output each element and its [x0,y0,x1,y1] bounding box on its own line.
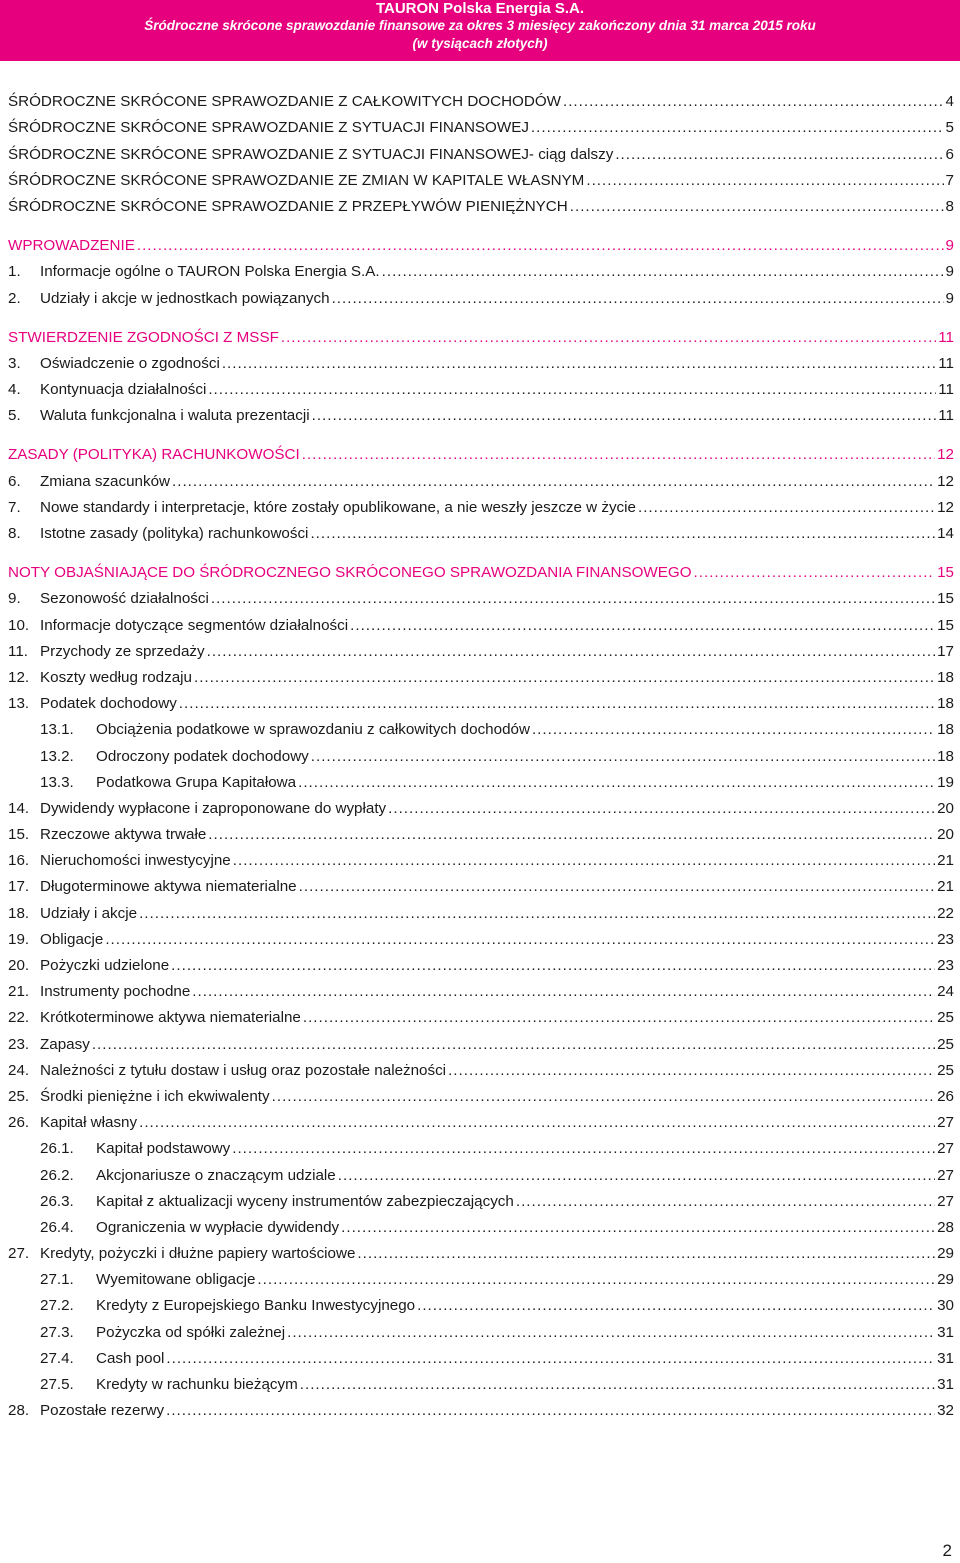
toc-dot-leader [105,931,935,948]
toc-dot-leader [233,852,935,869]
toc-page-number: 20 [937,799,954,817]
toc-entry-number: 20. [8,957,30,974]
toc-page-number: 19 [937,773,954,791]
toc-entry[interactable] [8,660,954,686]
toc-page-number: 27 [937,1140,954,1158]
toc-page-number: 15 [937,564,954,582]
toc-page-number: 31 [937,1323,954,1341]
toc-page-number: 21 [937,852,954,870]
toc-page-number: 17 [937,642,954,660]
toc-page-number: 22 [937,904,954,922]
toc-entry[interactable] [8,686,954,712]
toc-entry-title: Koszty według rodzaju [40,668,192,686]
toc-page-number: 7 [945,171,954,189]
toc-entry-number: 25. [8,1087,30,1105]
toc-entry-number: 27.5. [40,1376,74,1393]
toc-entry[interactable] [8,895,954,921]
toc-entry-statement[interactable] [8,163,954,189]
toc-dot-leader [586,172,943,189]
toc-dot-leader [615,146,943,163]
toc-page-number: 25 [937,1061,954,1079]
toc-entry-number: 7. [8,498,21,516]
toc-entry-number: 27.3. [40,1323,74,1341]
toc-dot-leader [208,381,936,398]
toc-dot-leader [171,957,935,974]
toc-page-number: 24 [937,983,954,1001]
toc-subentry[interactable] [8,1157,954,1183]
toc-dot-leader [92,1036,935,1053]
toc-subentry[interactable] [8,1367,954,1393]
toc-entry-title: Kontynuacja działalności [40,381,207,399]
toc-subentry[interactable] [8,765,954,791]
toc-entry[interactable] [8,254,954,280]
toc-section-heading[interactable] [8,437,954,463]
toc-page-number: 6 [945,145,954,163]
toc-entry-title: Obciążenia podatkowe w sprawozdaniu z całkowitych dochodów [96,721,530,739]
toc-entry-statement[interactable] [8,84,954,110]
toc-dot-leader [310,525,935,542]
toc-entry-title: Sezonowość działalności [40,590,209,608]
toc-entry-number: 26.4. [40,1218,74,1236]
toc-entry[interactable] [8,463,954,489]
toc-entry-title: Waluta funkcjonalna i waluta prezentacji [40,407,310,425]
toc-dot-leader [531,119,944,136]
toc-page-number: 11 [938,381,954,399]
toc-entry[interactable] [8,1079,954,1105]
toc-entry-number: 8. [8,525,21,542]
toc-section-heading[interactable] [8,555,954,581]
toc-page-number: 27 [937,1166,954,1184]
toc-page-number: 23 [937,957,954,974]
toc-dot-leader [694,564,936,581]
toc-dot-leader [172,473,935,490]
toc-entry-title: Dywidendy wypłacone i zaproponowane do wypłaty [40,799,387,817]
toc-dot-leader [341,1219,935,1236]
toc-entry-title: ŚRÓDROCZNE SKRÓCONE SPRAWOZDANIE ZE ZMIAN W KAPITALE WŁASNYM [8,171,585,189]
toc-dot-leader [166,1350,935,1367]
toc-entry-title: Należności z tytułu dostaw i usług oraz pozostałe należności [40,1061,447,1079]
toc-dot-leader [208,826,935,843]
toc-entry-number: 13.2. [40,747,74,765]
toc-entry-title: Rzeczowe aktywa trwałe [40,826,207,844]
toc-dot-leader [448,1062,935,1079]
toc-page-number: 23 [937,930,954,948]
toc-entry-number: 26.3. [40,1192,74,1210]
toc-dot-leader [311,748,935,765]
toc-entry[interactable] [8,791,954,817]
toc-entry-number: 10. [8,616,30,634]
toc-dot-leader [300,1376,935,1393]
toc-entry-title: Przychody ze sprzedaży [40,642,205,660]
toc-entry-number: 27. [8,1245,30,1263]
toc-entry-title: Kredyty z Europejskiego Banku Inwestycyjnego [96,1297,416,1315]
toc-dot-leader [179,695,935,712]
report-subtitle: Śródroczne skrócone sprawozdanie finansowe za okres 3 miesięcy zakończony dnia 31 marca 2015 roku [144,18,816,33]
toc-entry[interactable] [8,948,954,974]
toc-entry-title: Obligacje [40,930,104,948]
toc-subentry[interactable] [8,712,954,738]
toc-entry-title: Udziały i akcje [40,904,138,922]
toc-page-number: 25 [937,1009,954,1027]
toc-entry-number: 15. [8,826,30,844]
toc-page-number: 11 [938,328,954,346]
toc-entry[interactable] [8,634,954,660]
toc-entry-number: 4. [8,381,21,399]
toc-entry[interactable] [8,1393,954,1419]
toc-entry-title: ŚRÓDROCZNE SKRÓCONE SPRAWOZDANIE Z SYTUACJI FINANSOWEJ [8,119,529,137]
toc-subentry[interactable] [8,1262,954,1288]
toc-entry-number: 9. [8,590,21,608]
toc-dot-leader [287,1324,935,1341]
toc-dot-leader [137,237,944,254]
toc-entry-number: 12. [8,668,30,686]
document-header [0,0,960,61]
toc-entry-title: Instrumenty pochodne [40,983,191,1001]
toc-page-number: 15 [937,590,954,608]
toc-dot-leader [257,1271,935,1288]
toc-dot-leader [532,721,935,738]
toc-entry-title: Akcjonariusze o znaczącym udziale [96,1166,336,1184]
company-name: TAURON Polska Energia S.A. [375,0,585,17]
toc-page-number: 31 [937,1376,954,1393]
toc-entry[interactable] [8,1026,954,1052]
toc-entry-title: Oświadczenie o zgodności [40,354,220,372]
toc-page-number: 9 [945,289,954,307]
toc-dot-leader [232,1140,935,1157]
toc-entry-title: Wyemitowane obligacje [96,1271,256,1289]
toc-dot-leader [194,669,935,686]
toc-dot-leader [298,774,935,791]
toc-subentry[interactable] [8,738,954,764]
toc-dot-leader [139,1114,935,1131]
toc-entry-number: 2. [8,289,21,307]
toc-page-number: 25 [937,1035,954,1053]
toc-page-number: 26 [937,1087,954,1105]
toc-entry-title: Pożyczki udzielone [40,957,170,974]
toc-entry-title: ŚRÓDROCZNE SKRÓCONE SPRAWOZDANIE Z SYTUACJI FINANSOWEJ- ciąg dalszy [8,145,614,163]
toc-entry-number: 18. [8,904,30,922]
toc-page-number: 15 [937,616,954,634]
toc-dot-leader [303,1009,935,1026]
toc-entry-title: Istotne zasady (polityka) rachunkowości [40,525,309,542]
toc-entry-title: Podatek dochodowy [40,695,177,713]
toc-spacer [8,542,954,555]
toc-page-number: 12 [937,472,954,490]
toc-spacer [8,307,954,320]
toc-dot-leader [139,905,935,922]
toc-page-number: 21 [937,878,954,896]
toc-page-number: 27 [937,1192,954,1210]
toc-entry-title: Ograniczenia w wypłacie dywidendy [96,1218,340,1236]
toc-entry[interactable] [8,1236,954,1262]
toc-entry[interactable] [8,1105,954,1131]
report-units: (w tysiącach złotych) [412,36,548,51]
toc-entry-title: Pożyczka od spółki zależnej [96,1323,286,1341]
toc-entry-number: 27.4. [40,1349,74,1367]
toc-dot-leader [207,643,935,660]
toc-entry-title: Informacje dotyczące segmentów działalności [40,616,349,634]
toc-subentry[interactable] [8,1131,954,1157]
toc-entry-number: 17. [8,878,30,896]
toc-dot-leader [312,407,937,424]
toc-dot-leader [563,93,944,110]
toc-entry-title: Długoterminowe aktywa niematerialne [40,878,297,896]
toc-entry[interactable] [8,398,954,424]
toc-entry-number: 26. [8,1114,30,1132]
toc-entry-number: 28. [8,1402,30,1420]
toc-entry-title: Kapitał własny [40,1114,138,1132]
toc-entry[interactable] [8,1053,954,1079]
toc-dot-leader [192,983,935,1000]
toc-entry[interactable] [8,607,954,633]
toc-dot-leader [211,590,935,607]
toc-entry[interactable] [8,280,954,306]
toc-entry-title: NOTY OBJAŚNIAJĄCE DO ŚRÓDROCZNEGO SKRÓCONEGO SPRAWOZDANIA FINANSOWEGO [8,564,692,582]
toc-page-number: 28 [937,1218,954,1236]
toc-entry-title: Podatkowa Grupa Kapitałowa [96,773,297,791]
toc-dot-leader [357,1245,935,1262]
toc-page-number: 31 [937,1349,954,1367]
toc-entry[interactable] [8,843,954,869]
toc-subentry[interactable] [8,1210,954,1236]
toc-page-number: 20 [937,826,954,844]
toc-page-number: 18 [937,695,954,713]
toc-page-number: 18 [937,721,954,739]
toc-entry-title: Udziały i akcje w jednostkach powiązanych [40,289,330,307]
toc-entry-title: Krótkoterminowe aktywa niematerialne [40,1009,301,1027]
toc-subentry[interactable] [8,1314,954,1340]
toc-entry-number: 27.1. [40,1271,74,1289]
toc-entry-title: Pozostałe rezerwy [40,1402,165,1420]
toc-dot-leader [388,800,935,817]
toc-page-number: 18 [937,668,954,686]
toc-entry-number: 11. [8,642,28,660]
toc-spacer [8,215,954,228]
toc-entry-number: 6. [8,472,21,490]
toc-entry-number: 23. [8,1035,30,1053]
toc-entry-statement[interactable] [8,136,954,162]
toc-subentry[interactable] [8,1288,954,1314]
toc-entry-statement[interactable] [8,110,954,136]
toc-entry-title: Nieruchomości inwestycyjne [40,852,231,870]
toc-dot-leader [382,263,944,280]
toc-entry-title: Cash pool [96,1349,165,1367]
toc-subentry[interactable] [8,1184,954,1210]
toc-dot-leader [272,1088,935,1105]
toc-entry-title: Nowe standardy i interpretacje, które zostały opublikowane, a nie weszły jeszcze w życie [40,498,636,516]
toc-section-heading[interactable] [8,228,954,254]
toc-section-heading[interactable] [8,320,954,346]
toc-entry-title: ZASADY (POLITYKA) RACHUNKOWOŚCI [8,446,300,464]
toc-dot-leader [338,1167,935,1184]
toc-entry-number: 13.3. [40,773,74,791]
toc-dot-leader [350,617,935,634]
toc-page-number: 29 [937,1245,954,1263]
toc-page-number: 9 [945,263,954,281]
toc-entry-title: Informacje ogólne o TAURON Polska Energia S.A. [40,263,380,281]
toc-page-number: 29 [937,1271,954,1289]
toc-entry[interactable] [8,516,954,542]
toc-page-number: 8 [945,197,954,215]
toc-page-number: 12 [937,498,954,516]
toc-dot-leader [281,329,936,346]
toc-entry-title: WPROWADZENIE [8,237,135,255]
toc-dot-leader [516,1193,935,1210]
toc-entry-number: 19. [8,930,30,948]
toc-entry-number: 24. [8,1061,30,1079]
toc-entry-title: Odroczony podatek dochodowy [96,747,309,765]
toc-entry-title: STWIERDZENIE ZGODNOŚCI Z MSSF [8,328,279,346]
table-of-contents [8,84,954,1419]
toc-entry[interactable] [8,817,954,843]
toc-page-number: 12 [937,446,954,464]
toc-entry[interactable] [8,490,954,516]
toc-dot-leader [570,198,944,215]
toc-entry-number: 16. [8,852,30,870]
toc-entry[interactable] [8,869,954,895]
toc-dot-leader [302,446,935,463]
toc-entry-title: Zapasy [40,1035,90,1053]
toc-dot-leader [332,290,944,307]
toc-entry[interactable] [8,1000,954,1026]
toc-entry-title: Kapitał z aktualizacji wyceny instrumentów zabezpieczających [96,1192,514,1210]
toc-page-number: 9 [945,237,954,255]
toc-entry[interactable] [8,922,954,948]
toc-dot-leader [417,1297,935,1314]
toc-page-number: 5 [945,119,954,137]
toc-entry[interactable] [8,581,954,607]
toc-entry-number: 5. [8,407,21,425]
toc-entry-number: 1. [8,263,21,281]
toc-entry-title: Kapitał podstawowy [96,1140,231,1158]
toc-page-number: 32 [937,1402,954,1420]
toc-page-number: 30 [937,1297,954,1315]
toc-page-number: 14 [937,525,954,542]
toc-page-number: 11 [938,354,954,372]
toc-entry-number: 26.2. [40,1166,74,1184]
toc-entry-number: 27.2. [40,1297,74,1315]
toc-spacer [8,424,954,437]
toc-page-number: 4 [945,93,954,111]
toc-entry-title: Kredyty, pożyczki i dłużne papiery wartościowe [40,1245,356,1263]
toc-page-number: 18 [937,747,954,765]
page-number: 2 [942,1541,952,1560]
toc-dot-leader [166,1402,935,1419]
toc-page-number: 11 [938,407,954,425]
toc-entry-statement[interactable] [8,189,954,215]
toc-entry-title: ŚRÓDROCZNE SKRÓCONE SPRAWOZDANIE Z PRZEPŁYWÓW PIENIĘŻNYCH [8,197,568,215]
toc-entry-number: 26.1. [40,1140,74,1158]
toc-entry[interactable] [8,346,954,372]
toc-entry-number: 14. [8,799,30,817]
toc-entry-number: 13. [8,695,30,713]
toc-entry-title: Zmiana szacunków [40,472,170,490]
toc-entry-title: ŚRÓDROCZNE SKRÓCONE SPRAWOZDANIE Z CAŁKOWITYCH DOCHODÓW [8,93,561,111]
toc-entry-title: Środki pieniężne i ich ekwiwalenty [40,1087,270,1105]
toc-subentry[interactable] [8,1341,954,1367]
toc-entry[interactable] [8,372,954,398]
toc-entry-number: 21. [8,983,30,1001]
toc-dot-leader [222,355,936,372]
toc-entry-number: 3. [8,354,21,372]
toc-entry-number: 22. [8,1009,30,1027]
toc-entry-number: 13.1. [40,721,74,739]
toc-dot-leader [299,878,935,895]
toc-dot-leader [638,499,935,516]
toc-entry[interactable] [8,974,954,1000]
toc-page-number: 27 [937,1114,954,1132]
toc-entry-title: Kredyty w rachunku bieżącym [96,1376,298,1393]
